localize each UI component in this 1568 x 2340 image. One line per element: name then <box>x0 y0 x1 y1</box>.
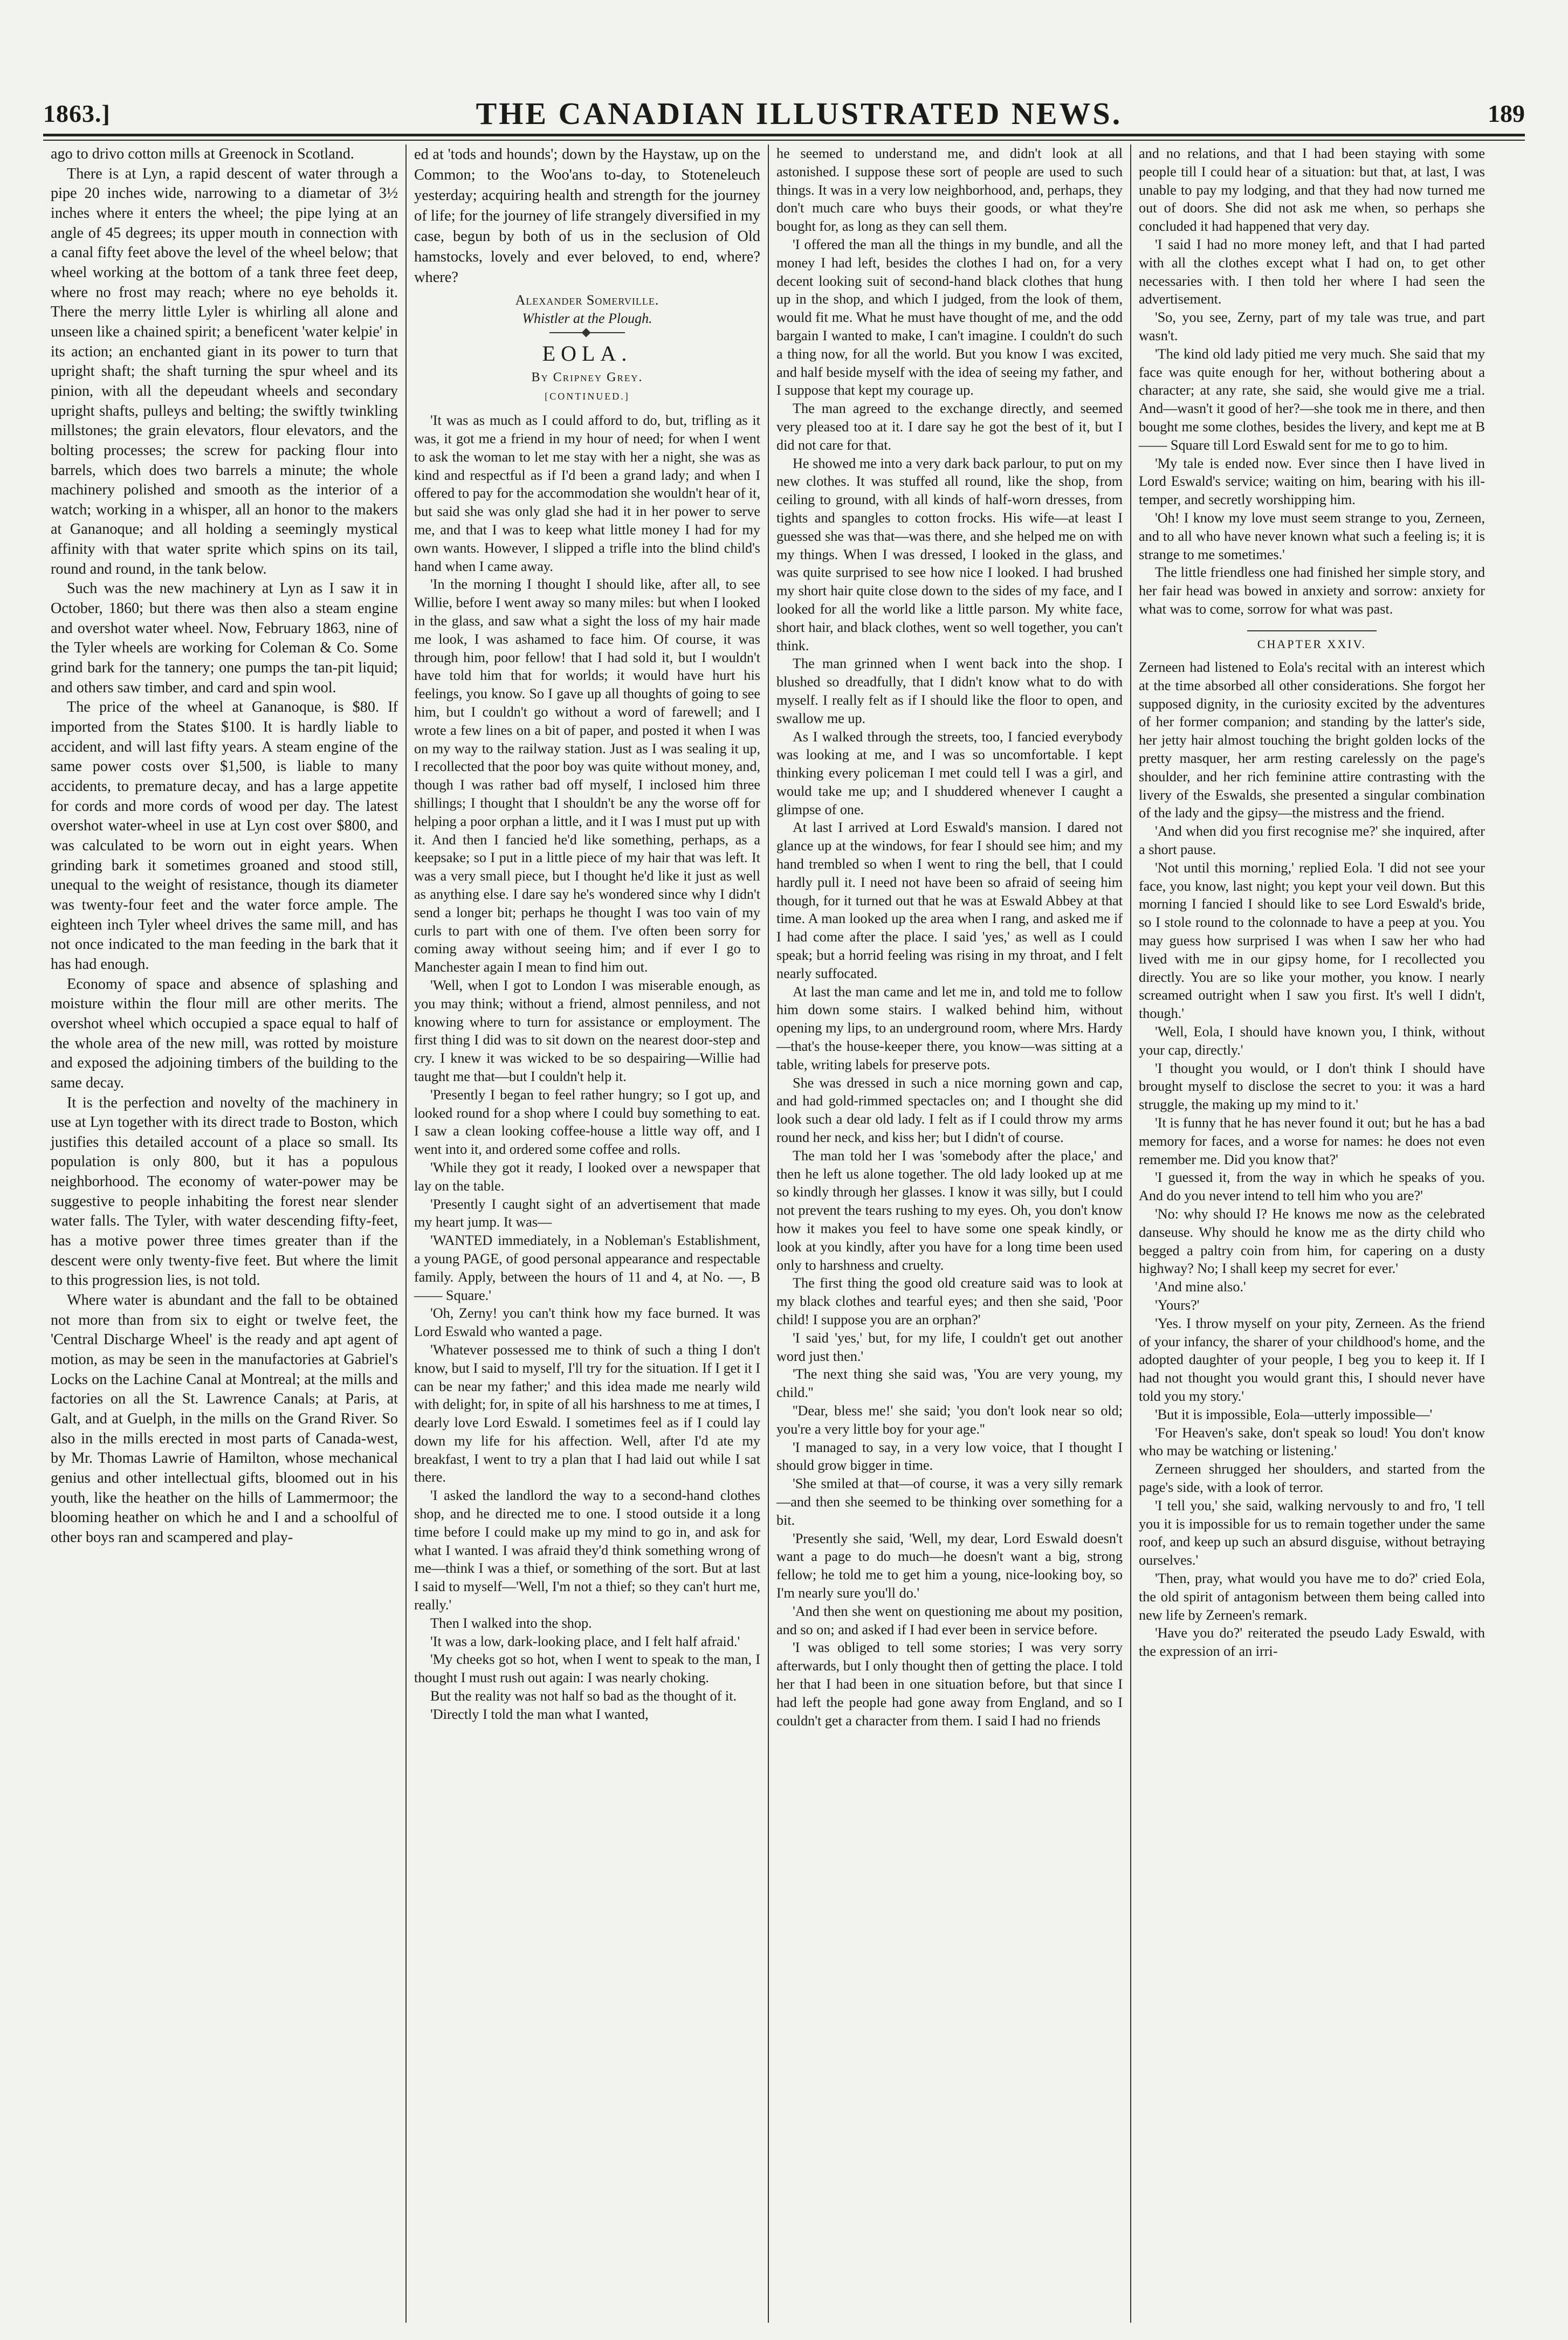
article-paragraph: ed at 'tods and hounds'; down by the Haystaw, up on the Common; to the Woo'ans to-day, to Stoteneleuch yesterday; acquiring health and strength for the journey of life; for the journey of life strangely diversified in my case, begun by both of us in the seclusion of Old hamstocks, lovely and ever beloved, to end, where? where? <box>414 146 760 286</box>
story-paragraph: 'Whatever possessed me to think of such a thing I don't know, but I said to myself, I'll try for the situation. If I get it I can be near my father;' and this idea made me nearly wild with delight; for, in spite of all his harshness to me at times, I dearly love Lord Eswald. I sometimes feel as if I could lay down my life for his affection. Well, after I'd ate my breakfast, I went to try a plan that I had laid out while I sat there. <box>414 1341 760 1485</box>
story-paragraph: 'And when did you first recognise me?' she inquired, after a short pause. <box>1139 823 1485 858</box>
story-continued-note: [CONTINUED.] <box>545 391 630 402</box>
story-paragraph: 'While they got it ready, I looked over a newspaper that lay on the table. <box>414 1159 760 1194</box>
story-paragraph: he seemed to understand me, and didn't look at all astonished. I suppose these sort of people are used to such things. It was in a very low neighborhood, and, perhaps, they don't much care who buys their goods, or what they're bought for, as long as they can sell them. <box>776 146 1123 235</box>
story-paragraph: 'For Heaven's sake, don't speak so loud! You don't know who may be watching or listening.' <box>1139 1424 1485 1459</box>
story-paragraph: 'WANTED immediately, in a Nobleman's Establishment, a young PAGE, of good personal appearance and respectable family. Apply, between the hours of 11 and 4, at No. —, B—— Square.' <box>414 1233 760 1303</box>
story-paragraph: 'So, you see, Zerny, part of my tale was true, and part wasn't. <box>1139 309 1485 343</box>
story-paragraph: 'My cheeks got so hot, when I went to speak to the man, I thought I must rush out again: I was nearly choking. <box>414 1651 760 1686</box>
story-paragraph: But the reality was not half so bad as the thought of it. <box>430 1688 737 1704</box>
article-paragraph: Where water is abundant and the fall to be obtained not more than from six to eight or twelve feet, the 'Central Discharge Wheel' is the ready and apt agent of motion, as may be seen in the manufactories at Gabriel's Locks on the Lachine Canal at Montreal; at the mills and factories on all the St. Lawrence Canals; at Paris, at Galt, and at Guelph, in the mills on the Grand River. So also in the mills erected in most parts of Canada-west, by Mr. Thomas Lawrie of Hamilton, whose mechanical genius and other intellectual gifts, bloomed out in his youth, like the heather on the hills of Lammermoor; the blooming heather on which he and I and a schoolful of other boys ran and scampered and play- <box>51 1292 398 1546</box>
story-paragraph: 'Have you do?' reiterated the pseudo Lady Eswald, with the expression of an irri- <box>1139 1625 1485 1660</box>
story-paragraph: 'It is funny that he has never found it out; but he has a bad memory for faces, and a worse for names: he does not even remember me. Did you know that?' <box>1139 1115 1485 1167</box>
header-rule-thin <box>43 140 1525 141</box>
story-paragraph: and no relations, and that I had been staying with some people till I could hear of a situation: but that, at last, I was unable to pay my lodging, and that they had now turned me out of doors. She did not ask me when, so perhaps she concluded it had happened that very day. <box>1139 146 1485 235</box>
story-paragraph: 'I managed to say, in a very low voice, that I thought I should grow bigger in time. <box>776 1439 1123 1474</box>
article-paragraph: The price of the wheel at Gananoque, is $80. If imported from the States $100. It is hardly liable to accident, and will last fifty years. A steam engine of the same power costs over $1,500, is liable to many accidents, to premature decay, and has a large appetite for cords and more cords of wood per day. The latest overshot water-wheel in use at Lyn cost over $800, and was calculated to be worn out in eight years. When grinding bark it sometimes groaned and stood still, unequal to the weight of resistance, though its diameter was twenty-four feet and the water force ample. The eighteen inch Tyler wheel drives the same mill, and has not once indicated to the man feeding in the bark that it has had enough. <box>51 699 398 973</box>
column-2 <box>405 144 768 2323</box>
article-paragraph: It is the perfection and novelty of the machinery in use at Lyn together with its direct trade to Boston, which justifies this detailed account of a place so small. Its population is only 800, but it has a populous neighborhood. The economy of water-power may be suggestive to people inhabiting the forest near slender water falls. The Tyler, with water descending fifty-feet, has a motive power three times greater than if the descent were only twenty-five feet. But where the limit to this progression lies, is not told. <box>51 1094 398 1289</box>
chapter-heading: CHAPTER XXIV. <box>1257 637 1367 651</box>
story-paragraph: 'Yours?' <box>1155 1297 1200 1313</box>
story-paragraph: 'My tale is ended now. Ever since then I have lived in Lord Eswald's service; waiting on him, bearing with his ill-temper, and secretly worshipping him. <box>1139 455 1485 508</box>
story-paragraph: The man told her I was 'somebody after the place,' and then he left us alone together. The old lady looked up at me so kindly through her glasses. I know it was silly, but I could not prevent the tears rushing to my eyes. Oh, you don't know how it makes you feel to have some one speak kindly, or look at you kindly, after you have for a long time been used only to harshness and cruelty. <box>776 1147 1123 1273</box>
story-paragraph: 'Presently she said, 'Well, my dear, Lord Eswald doesn't want a page to do much—he doesn't want a big, strong fellow; he told me to get him a young, nice-looking boy, so I'm nearly sure you'll do.' <box>776 1530 1123 1601</box>
section-divider <box>549 332 625 333</box>
column-1 <box>43 144 405 2323</box>
article-paragraph: ago to drivo cotton mills at Greenock in Scotland. <box>51 146 354 162</box>
column-3 <box>768 144 1130 2323</box>
header-date: 1863.] <box>43 99 111 127</box>
story-paragraph: Zerneen shrugged her shoulders, and started from the page's side, with a look of terror. <box>1139 1461 1485 1495</box>
story-paragraph: At last the man came and let me in, and told me to follow him down some stairs. I walked behind him, without opening my lips, to an underground room, where Mrs. Hardy—that's the house-keeper there, you know—was sitting at a table, writing labels for preserve pots. <box>776 983 1123 1072</box>
story-paragraph: 'But it is impossible, Eola—utterly impossible—' <box>1155 1406 1433 1422</box>
story-paragraph: 'Yes. I throw myself on your pity, Zerneen. As the friend of your infancy, the sharer of your childhood's home, and the adopted daughter of your people, I beg you to keep it. If I had not thought you would grant this, I should never have told you my story.' <box>1139 1315 1485 1404</box>
article-paragraph: Such was the new machinery at Lyn as I saw it in October, 1860; but there was then also a steam engine and overshot water wheel. Now, February 1863, nine of the Tyler wheels are working for Coleman & Co. Some grind bark for the tannery; one pumps the tan-pit liquid; and others saw timber, and card and spin wool. <box>51 580 398 696</box>
story-paragraph: The little friendless one had finished her simple story, and her fair head was bowed in anxiety and sorrow: anxiety for what was to come, sorrow for what was past. <box>1139 565 1485 617</box>
story-paragraph: 'Not until this morning,' replied Eola. 'I did not see your face, you know, last night; you kept your veil down. But this morning I fancied I should like to see Lord Eswald's bride, so I stole round to the colonnade to have a peep at you. You may guess how surprised I was when I saw her who had lived with me in our gipsy home, for I recollected you directly. You are so like your mother, you know. I nearly screamed outright when I saw you first. It's well I didn't, though.' <box>1139 859 1485 1022</box>
story-paragraph: 'I tell you,' she said, walking nervously to and fro, 'I tell you it is impossible for us to remain together under the same roof, and keep up such an absurd disguise, without betraying ourselves.' <box>1139 1497 1485 1568</box>
story-paragraph: 'It was a low, dark-looking place, and I felt half afraid.' <box>430 1633 740 1649</box>
chapter-divider <box>1247 630 1377 631</box>
story-paragraph: 'I offered the man all the things in my bundle, and all the money I had left, besides the clothes I had on, for a very decent looking suit of second-hand black clothes that hung up in the shop, and which I judged, from the look of them, would fit me. What he must have thought of me, and the odd bargain I wanted to make, I can't imagine. I couldn't do such a thing now, for all the world. But you know I was excited, and half beside myself with the idea of seeing my father, and I suppose that kept my courage up. <box>776 236 1123 398</box>
page-header <box>43 92 1525 135</box>
story-paragraph: 'And mine also.' <box>1155 1279 1246 1295</box>
story-paragraph: 'She smiled at that—of course, it was a very silly remark—and then she seemed to be thinking over something for a bit. <box>776 1476 1123 1528</box>
story-paragraph: 'Well, when I got to London I was miserable enough, as you may think; without a friend, almost penniless, and not knowing where to turn for assistance or employment. The first thing I did was to sit down on the nearest door-step and cry. I knew it was wicked to be so despairing—Willie had taught me that—but I couldn't help it. <box>414 977 760 1084</box>
article-paragraph: There is at Lyn, a rapid descent of water through a pipe 20 inches wide, narrowing to a diametar of 3½ inches where it enters the wheel; the pipe lying at an angle of 45 degrees; its upper mouth in connection with a canal fifty feet above the level of the wheel below; that wheel working at the bottom of a tank three feet deep, where no frost may reach; where no eye beholds it. There the merry little Lyler is whirling all alone and unseen like a chained spirit; a beneficent 'water kelpie' in its action; an enchanted giant in its power to turn that upright shaft; the shaft turning the spur wheel and its pinion, with all the depeudant wheels and secondary upright shafts, pulleys and belting; the swiftly twinkling millstones; the grain elevators, flour elevators, and the bolting processes; the screw for packing flour into barrels, which does two barrels a minute; the whole machinery polished and smooth as the interior of a watch; working in a whisper, all an honor to the makers at Gananoque; and all holding a seemingly mystical affinity with that water sprite which spins on its tail, round and round, in the tank below. <box>51 165 398 577</box>
story-paragraph: 'I said 'yes,' but, for my life, I couldn't get out another word just then.' <box>776 1330 1123 1364</box>
story-paragraph: As I walked through the streets, too, I fancied everybody was looking at me, and I was so uncomfortable. I kept thinking every policeman I met could tell I was a girl, and would take me up; and I shuddered whenever I caught a glimpse of one. <box>776 728 1123 817</box>
story-byline: By Cripney Grey. <box>531 370 643 385</box>
story-paragraph: Zerneen had listened to Eola's recital with an interest which at the time absorbed all other considerations. She forgot her supposed dignity, in the curiosity excited by the adventures of her former companion; and standing by the latter's side, her jetty hair almost touching the bright golden locks of the pretty masquer, her arm resting carelessly on the page's shoulder, and her rich feminine attire contrasting with the livery of the Eswalds, she presented a singular combination of the lady and the gipsy—the mistress and the friend. <box>1139 659 1485 821</box>
story-paragraph: 'I asked the landlord the way to a second-hand clothes shop, and he directed me to one. I stood outside it a long time before I could make up my mind to go in, and ask for what I wanted. I was afraid they'd think something wrong of me—think I was a thief, or something of the sort. But at last I said to myself—'Well, I'm not a thief; so they can't hurt me, really.' <box>414 1488 760 1613</box>
text-columns <box>43 144 1525 2323</box>
story-paragraph: 'Presently I caught sight of an advertisement that made my heart jump. It was— <box>414 1196 760 1230</box>
page-number: 189 <box>1487 99 1525 127</box>
masthead-title: THE CANADIAN ILLUSTRATED NEWS. <box>476 95 1123 131</box>
author-pseudonym: Whistler at the Plough. <box>522 310 652 326</box>
story-title: EOLA. <box>542 341 632 366</box>
story-paragraph: 'I was obliged to tell some stories; I was very sorry afterwards, but I only thought then of getting the place. I told her that I had been in one situation before, but that since I had left the people had gone away from England, and so I couldn't get a character from them. I said I had no friends <box>776 1640 1123 1729</box>
story-paragraph: 'I said I had no more money left, and that I had parted with all the clothes except what I had on, to get other necessaries with. I then told her where I had seen the advertisement. <box>1139 236 1485 307</box>
header-rule <box>43 134 1525 136</box>
article-paragraph: Economy of space and absence of splashing and moisture within the flour mill are other merits. The overshot wheel which occupied a space equal to half of the whole area of the new mill, was rotted by moisture and exposed the adjoining timbers of the building to the same decay. <box>51 975 398 1091</box>
story-paragraph: 'Well, Eola, I should have known you, I think, without your cap, directly.' <box>1139 1024 1485 1058</box>
story-paragraph: She was dressed in such a nice morning gown and cap, and had gold-rimmed spectacles on; and I thought she did look such a dear old lady. I felt as if I could throw my arms round her neck, and kiss her; but I didn't of course. <box>776 1075 1123 1146</box>
story-paragraph: He showed me into a very dark back parlour, to put on my new clothes. It was stuffed all round, like the shop, from ceiling to ground, with all kinds of half-worn dresses, from tights and spangles to cotton frocks. His wife—at least I guessed she was that—was there, and she helped me on with my things. When I was dressed, I looked in the glass, and was quite surprised to see how nice I looked. I had brushed my short hair quite close down to the sides of my face, and I looked for all the world like a little parson. My white face, short hair, and black clothes, went so well together, you can't think. <box>776 455 1123 653</box>
story-paragraph: 'Oh, Zerny! you can't think how my face burned. It was Lord Eswald who wanted a page. <box>414 1305 760 1340</box>
story-paragraph: Then I walked into the shop. <box>430 1615 592 1631</box>
story-paragraph: The first thing the good old creature said was to look at my black clothes and tearful eyes; and then she said, 'Poor child! I suppose you are an orphan?' <box>776 1275 1123 1327</box>
story-paragraph: 'No: why should I? He knows me now as the celebrated danseuse. Why should he know me as the dirty child who begged a paltry coin from him, for capering on a dusty highway? No; I shall keep my secret for ever.' <box>1139 1206 1485 1277</box>
story-paragraph: The man grinned when I went back into the shop. I blushed so dreadfully, that I didn't know what to do with myself. I really felt as if I should like the floor to open, and swallow me up. <box>776 656 1123 726</box>
story-paragraph: 'In the morning I thought I should like, after all, to see Willie, before I went away so many miles: but when I looked in the glass, and saw what a sight the loss of my hair made me look, I was ashamed to face him. Of course, it was through him, poor fellow! that I had sold it, but I wouldn't have told him that for worlds; it would have hurt his feelings, you know. So I gave up all thoughts of going to see him, but I couldn't go without a word of farewell; and I wrote a few lines on a bit of paper, and posted it when I was on my way to the railway station. Just as I was sealing it up, I recollected that the poor boy was quite without money, and, though I was rather bad off myself, I inclosed him three shillings; I thought that I shouldn't be any the worse off for helping a poor orphan a little, and it I was I must put up with it. And then I fancied he'd like something, perhaps, as a keepsake; so I put in a little piece of my hair that was left. It was a very small piece, but I thought he'd like it just as well as anything else. I dare say he's wondered since why I didn't send a longer bit; perhaps he thought I was too vain of my curls to part with one of them. I've often been sorry for coming away without seeing him; and if ever I go to Manchester again I mean to find him out. <box>414 576 760 975</box>
story-paragraph: The man agreed to the exchange directly, and seemed very pleased too at it. I dare say he got the best of it, but I did not care for that. <box>776 401 1123 453</box>
story-paragraph: At last I arrived at Lord Eswald's mansion. I dared not glance up at the windows, for fear I should see him; and my hand trembled so when I went to ring the bell, that I could hardly pull it. I need not have been so afraid of seeing him though, for it turned out that he was at Eswald Abbey at that time. A man looked up the area when I rang, and asked me if I had come after the place. I said 'yes,' as well as I could speak; but a horrid feeling was rising in my throat, and I felt nearly suffocated. <box>776 820 1123 981</box>
story-paragraph: 'The next thing she said was, 'You are very young, my child.'' <box>776 1366 1123 1401</box>
story-paragraph: 'It was as much as I could afford to do, but, trifling as it was, it got me a friend in my hour of need; for when I went to ask the woman to let me stay with her a night, she was as kind and respectful as if I'd been a grand lady; and when I offered to pay for the accommodation she wouldn't hear of it, but said she was only glad she had it in her power to serve me, and that I was to keep what little money I had for my own wants. However, I slipped a trifle into the blind child's hand when I came away. <box>414 412 760 574</box>
story-paragraph: 'Directly I told the man what I wanted, <box>430 1706 649 1722</box>
story-paragraph: 'I guessed it, from the way in which he speaks of you. And do you never intend to tell him who you are?' <box>1139 1169 1485 1204</box>
column-4 <box>1130 144 1493 2323</box>
story-paragraph: 'Oh! I know my love must seem strange to you, Zerneen, and to all who have never known what such a feeling is; it is strange to me sometimes.' <box>1139 510 1485 562</box>
story-paragraph: 'The kind old lady pitied me very much. She said that my face was quite enough for her, without bothering about a character; at any rate, she said, she would give me a trial. And—wasn't it good of her?—she took me in there, and then bought me some clothes, besides the livery, and kept me at B—— Square till Lord Eswald sent for me to go to him. <box>1139 346 1485 453</box>
story-paragraph: 'Presently I began to feel rather hungry; so I got up, and looked round for a shop where I could buy something to eat. I saw a clean looking coffee-house a little way off, and I went into it, and ordered some coffee and rolls. <box>414 1086 760 1158</box>
story-paragraph: 'I thought you would, or I don't think I should have brought myself to disclose the secret to you: it was a hard struggle, the making up my mind to it.' <box>1139 1060 1485 1113</box>
story-paragraph: 'Then, pray, what would you have me to do?' cried Eola, the old spirit of antagonism between them being called into new life by Zerneen's remark. <box>1139 1570 1485 1623</box>
story-paragraph: 'And then she went on questioning me about my position, and so on; and asked if I had ever been in service before. <box>776 1603 1123 1637</box>
author-signature: Alexander Somerville. <box>515 292 659 308</box>
story-paragraph: ''Dear, bless me!' she said; 'you don't look near so old; you're a very little boy for your age.'' <box>776 1402 1123 1437</box>
